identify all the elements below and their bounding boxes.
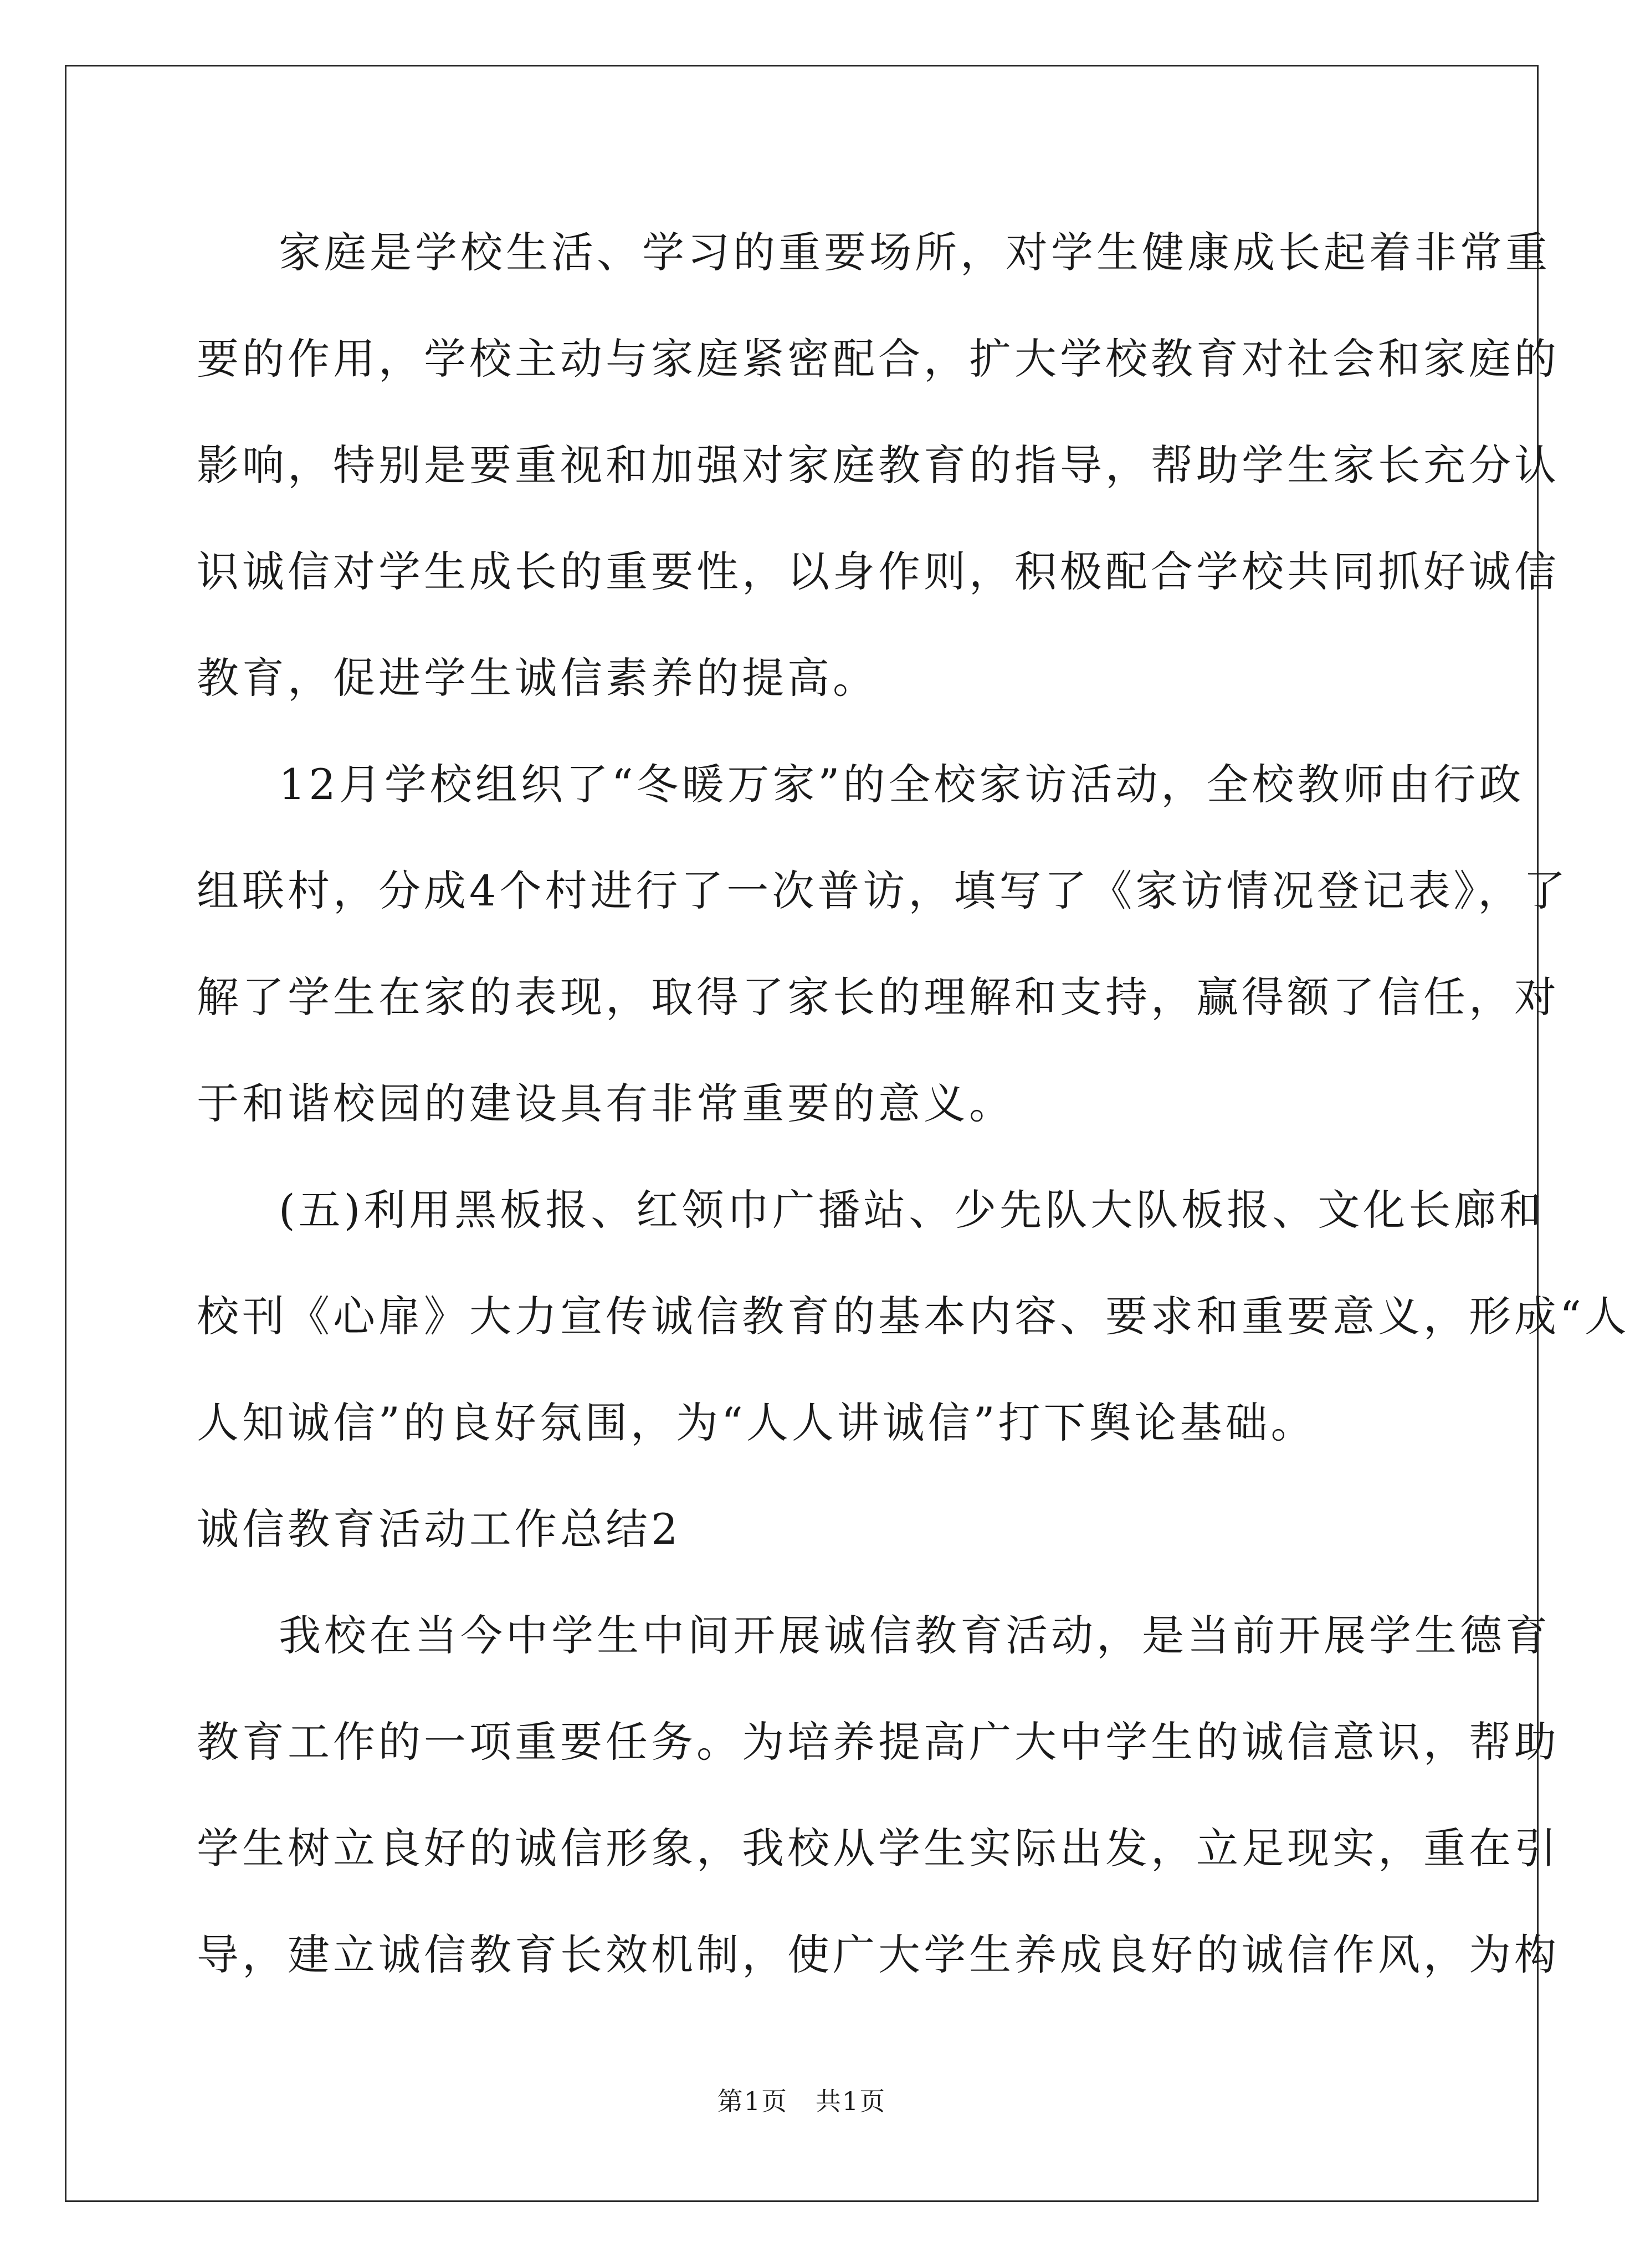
text-line: 解了学生在家的表现，取得了家长的理解和支持，赢得额了信任，对 [197,972,1560,1022]
text-line: 于和谐校园的建设具有非常重要的意义。 [197,1079,1014,1128]
text-line: 影响，特别是要重视和加强对家庭教育的指导，帮助学生家长充分认 [197,441,1560,490]
text-line: 12月学校组织了“冬暖万家”的全校家访活动，全校教师由行政 [279,760,1525,809]
text-line: 学生树立良好的诚信形象，我校从学生实际出发，立足现实，重在引 [197,1824,1560,1873]
text-line: 校刊《心扉》大力宣传诚信教育的基本内容、要求和重要意义，形成“人 [197,1292,1630,1341]
text-line: 人知诚信”的良好氛围，为“人人讲诚信”打下舆论基础。 [197,1398,1316,1447]
text-line: 家庭是学校生活、学习的重要场所，对学生健康成长起着非常重 [279,228,1551,277]
text-line: 我校在当今中学生中间开展诚信教育活动，是当前开展学生德育 [279,1611,1551,1660]
text-line: (五)利用黑板报、红领巾广播站、少先队大队板报、文化长廊和 [279,1185,1545,1235]
text-line: 导，建立诚信教育长效机制，使广大学生养成良好的诚信作风，为构 [197,1930,1560,1979]
text-line: 教育工作的一项重要任务。为培养提高广大中学生的诚信意识，帮助 [197,1717,1560,1767]
document-body [197,199,1630,2008]
page-footer: 第1页 共1页 [717,2086,886,2116]
text-line: 识诚信对学生成长的重要性，以身作则，积极配合学校共同抓好诚信 [197,547,1560,596]
section-heading: 诚信教育活动工作总结2 [197,1504,681,1554]
text-line: 要的作用，学校主动与家庭紧密配合，扩大学校教育对社会和家庭的 [197,334,1560,383]
text-line: 教育，促进学生诚信素养的提高。 [197,653,878,703]
text-line: 组联村，分成4个村进行了一次普访，填写了《家访情况登记表》，了 [197,866,1569,915]
